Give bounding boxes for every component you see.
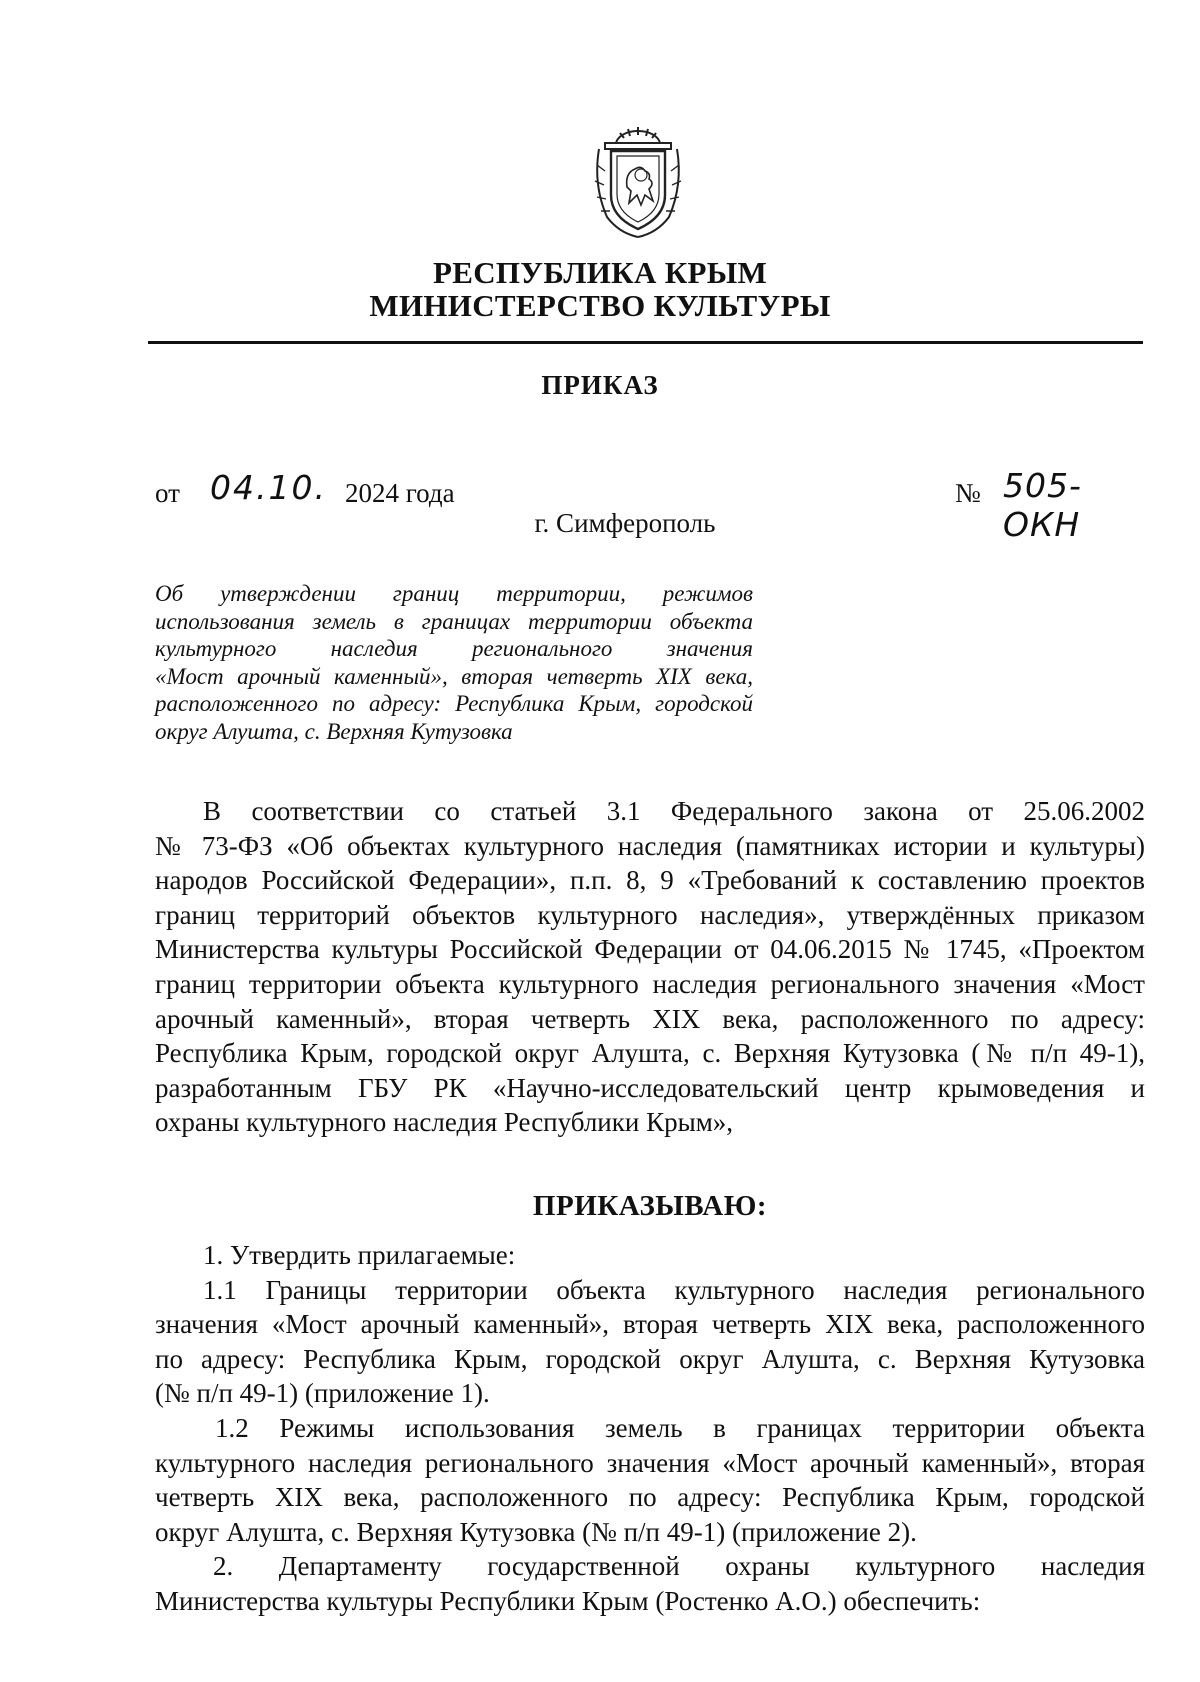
city-line bbox=[0, 508, 1200, 539]
item-1-1-line: значения «Мост арочный каменный», вторая четверть XIX века, расположенного bbox=[155, 1309, 1145, 1340]
preamble-line: народов Российской Федерации», п.п. 8, 9 «Требований к составлению проектов bbox=[155, 865, 1145, 896]
preamble-line: № 73-ФЗ «Об объектах культурного наследия (памятниках истории и культуры) bbox=[155, 830, 1145, 861]
item-1-1-line: по адресу: Республика Крым, городской округ Алушта, с. Верхняя Кутузовка bbox=[155, 1343, 1145, 1374]
subject-line: «Мост арочный каменный», вторая четверть XIX века, bbox=[155, 663, 753, 689]
document-type-title: ПРИКАЗ bbox=[541, 370, 659, 400]
subject-line: культурного наследия регионального значения bbox=[155, 636, 753, 662]
subject-line: Об утверждении границ территории, режимов bbox=[155, 581, 753, 606]
item-1-1-line: (№ п/п 49-1) (приложение 1). bbox=[155, 1378, 490, 1409]
subject-block bbox=[155, 580, 753, 746]
orders-heading: ПРИКАЗЫВАЮ: bbox=[532, 1190, 768, 1222]
header-ministry: МИНИСТЕРСТВО КУЛЬТУРЫ bbox=[369, 288, 831, 323]
item-1: 1. Утвердить прилагаемые: bbox=[203, 1240, 516, 1270]
item-2-line: 2. Департаменту государственной охраны культурного наследия bbox=[213, 1551, 1145, 1582]
handwritten-date: 04.10. bbox=[210, 468, 327, 507]
preamble-line: границ территории объекта культурного наследия регионального значения «Мост bbox=[155, 968, 1145, 999]
date-prefix: от bbox=[155, 478, 180, 508]
item-1-2-line: округ Алушта, с. Верхняя Кутузовка (№ п/п 49-1) (приложение 2). bbox=[155, 1516, 917, 1547]
item-1-2-line: культурного наследия регионального значения «Мост арочный каменный», вторая bbox=[155, 1447, 1145, 1478]
number-sign: № bbox=[955, 478, 981, 508]
preamble-paragraph bbox=[155, 794, 1145, 1140]
subject-line: округ Алушта, с. Верхняя Кутузовка bbox=[155, 718, 513, 744]
item-2-line: Министерства культуры Республики Крым (Ростенко А.О.) обеспечить: bbox=[155, 1585, 981, 1616]
preamble-line: Министерства культуры Российской Федерации от 04.06.2015 № 1745, «Проектом bbox=[155, 934, 1145, 965]
item-1-2-line: 1.2 Режимы использования земель в границах территории объекта bbox=[215, 1412, 1145, 1443]
city-name: г. Симферополь bbox=[534, 508, 716, 538]
preamble-line: границ территорий объектов культурного наследия», утверждённых приказом bbox=[155, 899, 1145, 930]
subject-line: расположенного по адресу: Республика Крым, городской bbox=[155, 691, 753, 717]
preamble-line: разработанным ГБУ РК «Научно-исследовательский центр крымоведения и bbox=[155, 1072, 1145, 1103]
subject-line: использования земель в границах территории объекта bbox=[155, 608, 753, 634]
coat-of-arms-emblem bbox=[583, 125, 693, 240]
header-divider bbox=[148, 341, 1143, 344]
preamble-line: Республика Крым, городской округ Алушта, с. Верхняя Кутузовка (№ п/п 49-1), bbox=[155, 1038, 1145, 1069]
handwritten-order-number: 505-ОКН bbox=[1003, 466, 1082, 544]
header-region: РЕСПУБЛИКА КРЫМ bbox=[432, 255, 768, 290]
orders-body bbox=[155, 1238, 1145, 1619]
item-1-1-line: 1.1 Границы территории объекта культурного наследия регионального bbox=[203, 1274, 1145, 1305]
item-1-2-line: четверть XIX века, расположенного по адресу: Республика Крым, городской bbox=[155, 1482, 1145, 1513]
preamble-line: охраны культурного наследия Республики Крым», bbox=[155, 1107, 734, 1138]
date-year: 2024 года bbox=[345, 478, 455, 508]
preamble-line: В соответствии со статьей 3.1 Федерального закона от 25.06.2002 bbox=[203, 796, 1145, 826]
preamble-line: арочный каменный», вторая четверть XIX века, расположенного по адресу: bbox=[155, 1003, 1145, 1034]
